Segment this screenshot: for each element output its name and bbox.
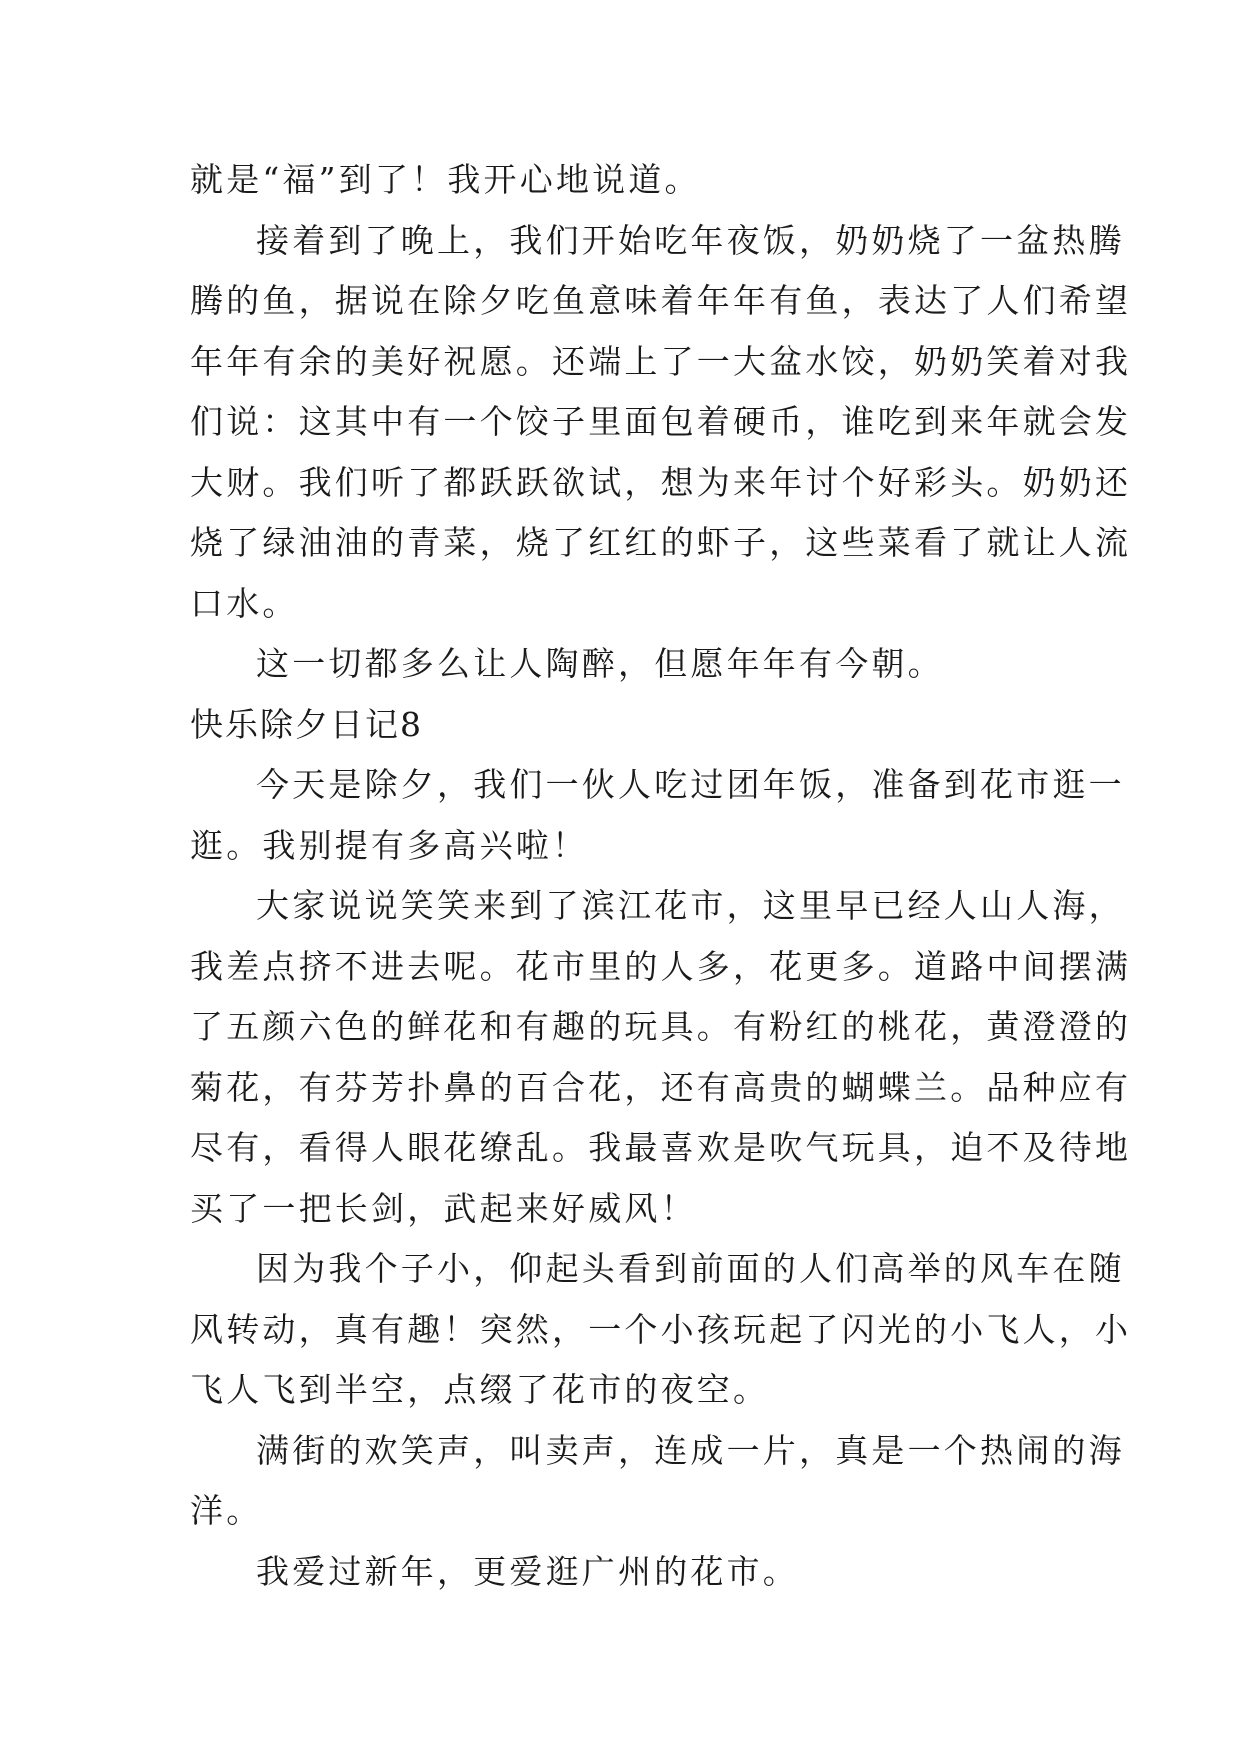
text-line: 逛。我别提有多高兴啦！ [190, 825, 589, 865]
paragraph-closing [190, 634, 1050, 695]
text-line: 们说：这其中有一个饺子里面包着硬币，谁吃到来年就会发 [190, 402, 1132, 441]
paragraph-intro [190, 755, 1125, 876]
text-line: 接着到了晚上，我们开始吃年夜饭，奶奶烧了一盆热腾 [256, 220, 1125, 260]
text-line: 我差点挤不进去呢。花市里的人多，花更多。道路中间摆满 [190, 946, 1132, 986]
text-line: 买了一把长剑，武起来好威风！ [190, 1188, 697, 1228]
text-line: 风转动，真有趣！突然，一个小孩玩起了闪光的小飞人，小 [190, 1309, 1132, 1349]
text-line: 满街的欢笑声，叫卖声，连成一片，真是一个热闹的海 [256, 1430, 1125, 1470]
paragraph-market [190, 876, 1132, 1239]
paragraph-continued [190, 150, 1050, 211]
paragraph-windmill [190, 1239, 1132, 1421]
paragraph-end [190, 1542, 1050, 1603]
text-line: 大财。我们听了都跃跃欲试，想为来年讨个好彩头。奶奶还 [190, 462, 1132, 502]
text-line: 年年有余的美好祝愿。还端上了一大盆水饺，奶奶笑着对我 [190, 341, 1132, 381]
paragraph-dinner [190, 211, 1132, 635]
text-line: 洋。 [190, 1491, 263, 1530]
text-line: 菊花，有芬芳扑鼻的百合花，还有高贵的蝴蝶兰。品种应有 [190, 1067, 1132, 1107]
section-title: 快乐除夕日记8 [190, 704, 423, 744]
text-line: 腾的鱼，据说在除夕吃鱼意味着年年有鱼，表达了人们希望 [190, 281, 1132, 320]
paragraph-sounds [190, 1421, 1125, 1542]
text-line: 就是“福”到了！我开心地说道。 [190, 160, 701, 199]
text-line: 尽有，看得人眼花缭乱。我最喜欢是吹气玩具，迫不及待地 [190, 1128, 1132, 1167]
text-line: 我爱过新年，更爱逛广州的花市。 [256, 1551, 799, 1591]
text-line: 这一切都多么让人陶醉，但愿年年有今朝。 [256, 644, 944, 683]
text-line: 飞人飞到半空，点缀了花市的夜空。 [190, 1370, 770, 1409]
text-line: 因为我个子小，仰起头看到前面的人们高举的风车在随 [256, 1249, 1125, 1288]
text-line: 烧了绿油油的青菜，烧了红红的虾子，这些菜看了就让人流 [190, 523, 1132, 562]
text-line: 今天是除夕，我们一伙人吃过团年饭，准备到花市逛一 [256, 765, 1125, 804]
text-line: 大家说说笑笑来到了滨江花市，这里早已经人山人海， [256, 886, 1125, 925]
document-page [190, 150, 1132, 1602]
text-line: 口水。 [190, 583, 299, 623]
text-line: 了五颜六色的鲜花和有趣的玩具。有粉红的桃花，黄澄澄的 [190, 1007, 1132, 1046]
